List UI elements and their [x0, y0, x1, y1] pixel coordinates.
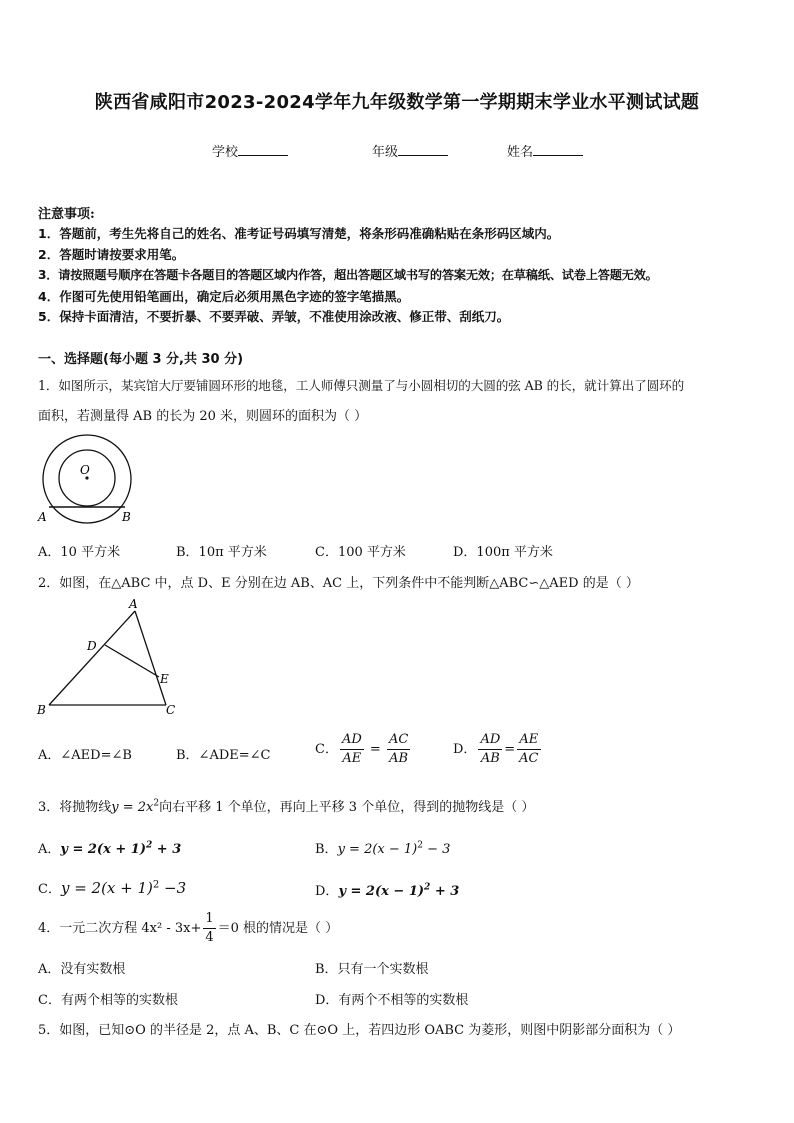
q3-option-a[interactable]: A．$y = 2(x + 1)^2 + 3$ — [38, 840, 182, 857]
q3-option-c[interactable]: C．$y = 2(x + 1)^2 -3$ — [38, 879, 187, 897]
q2-option-c-label: C． — [315, 742, 338, 757]
name-label: 姓名 — [507, 145, 534, 160]
section-heading: 一、选择题(每小题 3 分,共 30 分) — [38, 352, 244, 367]
label-a: A — [38, 510, 47, 524]
side-ac — [135, 611, 166, 705]
q3-equation: y = 2x — [111, 800, 154, 815]
label-b: B — [122, 510, 131, 524]
name-field — [507, 141, 583, 160]
notice-item: 5．保持卡面清洁，不要折暴、不要弄破、弄皱，不准使用涂改液、修正带、刮纸刀。 — [38, 309, 510, 324]
notice-item: 2．答题时请按要求用笔。 — [38, 247, 185, 262]
annulus-figure — [34, 432, 144, 527]
q1-stem-line2: 面积，若测量得 AB 的长为 20 米，则圆环的面积为（ ） — [38, 409, 368, 424]
triangle-figure — [34, 596, 184, 721]
equals-sign: = — [369, 742, 381, 757]
grade-field — [372, 141, 448, 160]
label-c: C — [166, 703, 176, 717]
fraction: $\frac{1}{4}$ — [205, 911, 214, 945]
q2-stem: 2．如图，在△ABC 中，点 D、E 分别在边 AB、AC 上，下列条件中不能判断△ABC∽△AED 的是（ ） — [38, 576, 639, 591]
q5-stem: 5．如图，已知⊙O 的半径是 2，点 A、B、C 在⊙O 上，若四边形 OABC 为菱形，则图中阴影部分面积为（ ） — [38, 1023, 681, 1038]
notice-item: 1．答题前，考生先将自己的姓名、准考证号码填写清楚，将条形码准确粘贴在条形码区域内。 — [38, 226, 560, 241]
grade-blank — [398, 143, 448, 156]
name-blank — [533, 143, 583, 156]
q2-option-a[interactable]: A．∠AED=∠B — [38, 748, 132, 763]
school-label: 学校 — [212, 145, 239, 160]
notice-item: 3．请按照题号顺序在答题卡各题目的答题区域内作答，超出答题区域书写的答案无效；在草稿纸、试卷上答题无效。 — [38, 268, 658, 282]
q4-option-b[interactable]: B．只有一个实数根 — [315, 962, 429, 977]
notice-heading: 注意事项: — [38, 207, 95, 222]
school-blank — [238, 143, 288, 156]
fraction: $\frac{AD}{AB}$ — [480, 732, 501, 766]
q1-option-d[interactable]: D．100π 平方米 — [453, 545, 553, 560]
fraction: $\frac{AC}{AB}$ — [388, 732, 409, 766]
q4-stem: 4．一元二次方程 4x² - 3x+ $\frac{1}{4}$ ＝0 根的情况是（ ） — [38, 911, 339, 945]
grade-label: 年级 — [372, 145, 399, 160]
q2-option-d[interactable] — [453, 731, 543, 768]
school-field — [212, 141, 288, 160]
fraction: $\frac{AE}{AC}$ — [519, 732, 539, 766]
q1-option-b[interactable]: B．10π 平方米 — [176, 545, 267, 560]
side-ab — [49, 611, 135, 705]
q4-option-a[interactable]: A．没有实数根 — [38, 962, 126, 977]
q3-option-d[interactable]: D．$y = 2(x - 1)^2 + 3$ — [315, 882, 460, 899]
q3-option-b[interactable]: B．$y = 2(x - 1)^2 - 3$ — [315, 840, 451, 857]
q2-option-b[interactable]: B．∠ADE=∠C — [176, 748, 271, 763]
fraction: $\frac{AD}{AE}$ — [341, 732, 362, 766]
notice-item: 4．作图可先使用铅笔画出，确定后必须用黑色字迹的签字笔描黑。 — [38, 289, 410, 304]
q4-option-c[interactable]: C．有两个相等的实数根 — [38, 993, 178, 1008]
label-b: B — [37, 703, 46, 717]
q4-option-d[interactable]: D．有两个不相等的实数根 — [315, 993, 469, 1008]
label-d: D — [87, 639, 97, 653]
label-a: A — [129, 597, 138, 611]
q3-stem: 3．将抛物线$y = 2x^2$向右平移 1 个单位，再向上平移 3 个单位，得到的抛物线是（ ） — [38, 798, 535, 815]
label-o: O — [80, 463, 90, 477]
q2-option-d-label: D． — [453, 742, 477, 757]
q1-stem-line1: 1．如图所示，某宾馆大厅要铺圆环形的地毯，工人师傅只测量了与小圆相切的大圆的弦 AB 的长，就计算出了圆环的 — [38, 378, 685, 393]
q2-option-c[interactable] — [315, 731, 412, 768]
page-title: 陕西省咸阳市2023-2024学年九年级数学第一学期期末学业水平测试试题 — [94, 92, 700, 113]
q1-option-a[interactable]: A．10 平方米 — [38, 545, 121, 560]
q1-option-c[interactable]: C．100 平方米 — [315, 545, 406, 560]
label-e: E — [160, 672, 169, 686]
equals-sign: = — [504, 742, 516, 757]
